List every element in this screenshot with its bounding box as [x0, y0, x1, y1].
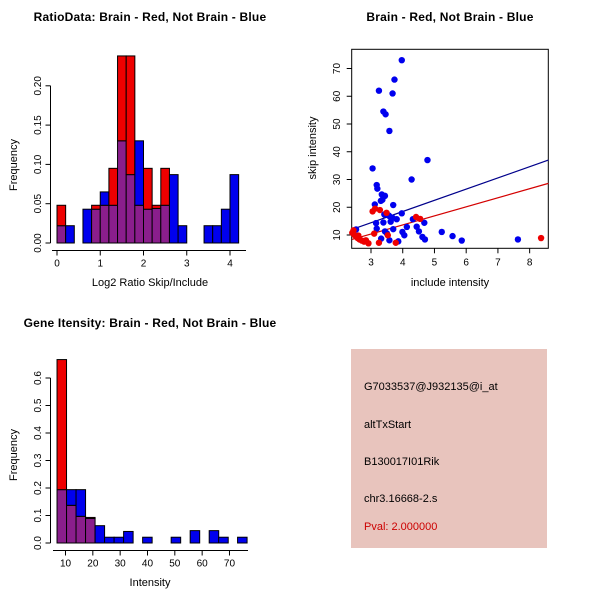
intensity-scatter-plot [300, 0, 600, 300]
gene-histogram-plot [0, 300, 300, 600]
ratio-histogram-plot [0, 0, 300, 300]
svg-text:0.5: 0.5 [33, 398, 44, 413]
svg-text:8: 8 [526, 257, 533, 269]
svg-text:20: 20 [87, 558, 99, 570]
svg-text:0.05: 0.05 [33, 193, 44, 214]
svg-text:6: 6 [463, 257, 469, 269]
svg-text:1: 1 [97, 258, 104, 270]
svg-text:0: 0 [54, 258, 60, 270]
svg-text:30: 30 [332, 173, 343, 186]
panel-gene-histogram [0, 300, 300, 600]
gene-histogram-xlabel: Intensity [129, 577, 171, 589]
gene-info-box [351, 349, 547, 548]
svg-text:0.20: 0.20 [33, 76, 44, 96]
svg-text:0.2: 0.2 [33, 481, 44, 495]
ratio-histogram-ylabel: Frequency [8, 139, 20, 191]
scatter-xlabel: include intensity [410, 277, 490, 289]
svg-text:20: 20 [332, 201, 343, 213]
svg-text:10: 10 [59, 558, 72, 570]
svg-text:0.10: 0.10 [33, 154, 44, 175]
svg-text:60: 60 [196, 558, 208, 570]
scatter-title: Brain - Red, Not Brain - Blue [366, 10, 534, 24]
ratio-histogram-xlabel: Log2 Ratio Skip/Include [91, 277, 209, 289]
svg-text:10: 10 [332, 229, 343, 241]
svg-text:30: 30 [114, 558, 126, 570]
svg-text:70: 70 [223, 558, 236, 570]
ratio-histogram-title: RatioData: Brain - Red, Not Brain - Blue [33, 10, 267, 24]
svg-text:2: 2 [140, 258, 147, 270]
svg-text:0.1: 0.1 [33, 508, 44, 523]
svg-text:40: 40 [332, 146, 343, 158]
gene-symbol-text: B130017I01Rik [364, 456, 440, 468]
svg-text:3: 3 [368, 257, 374, 269]
panel-gene-info [300, 300, 600, 600]
scatter-ylabel: skip intensity [307, 116, 319, 180]
chromosome-location-text: chr3.16668-2.s [364, 493, 438, 505]
gene-histogram-ylabel: Frequency [8, 429, 20, 481]
svg-text:0.4: 0.4 [33, 426, 44, 440]
svg-text:60: 60 [332, 90, 343, 102]
svg-text:0.00: 0.00 [33, 233, 44, 253]
probe-id-text: G7033537@J932135@i_at [364, 381, 498, 393]
svg-text:50: 50 [332, 118, 343, 130]
svg-text:0.3: 0.3 [33, 453, 44, 468]
svg-text:0.6: 0.6 [33, 371, 44, 385]
pval-text: Pval: 2.000000 [364, 521, 438, 533]
svg-text:7: 7 [495, 257, 501, 269]
panel-intensity-scatter [300, 0, 600, 300]
svg-text:0.0: 0.0 [33, 536, 44, 550]
gene-histogram-title: Gene Itensity: Brain - Red, Not Brain - Blue [23, 316, 277, 330]
svg-text:50: 50 [169, 558, 181, 570]
panel-ratio-histogram [0, 0, 300, 300]
svg-text:4: 4 [399, 257, 406, 269]
svg-text:4: 4 [227, 258, 233, 270]
svg-text:5: 5 [431, 257, 438, 269]
svg-text:3: 3 [183, 258, 190, 270]
svg-text:40: 40 [141, 558, 154, 570]
event-type-text: altTxStart [364, 419, 412, 431]
svg-text:0.15: 0.15 [33, 115, 45, 135]
svg-text:70: 70 [332, 62, 343, 75]
